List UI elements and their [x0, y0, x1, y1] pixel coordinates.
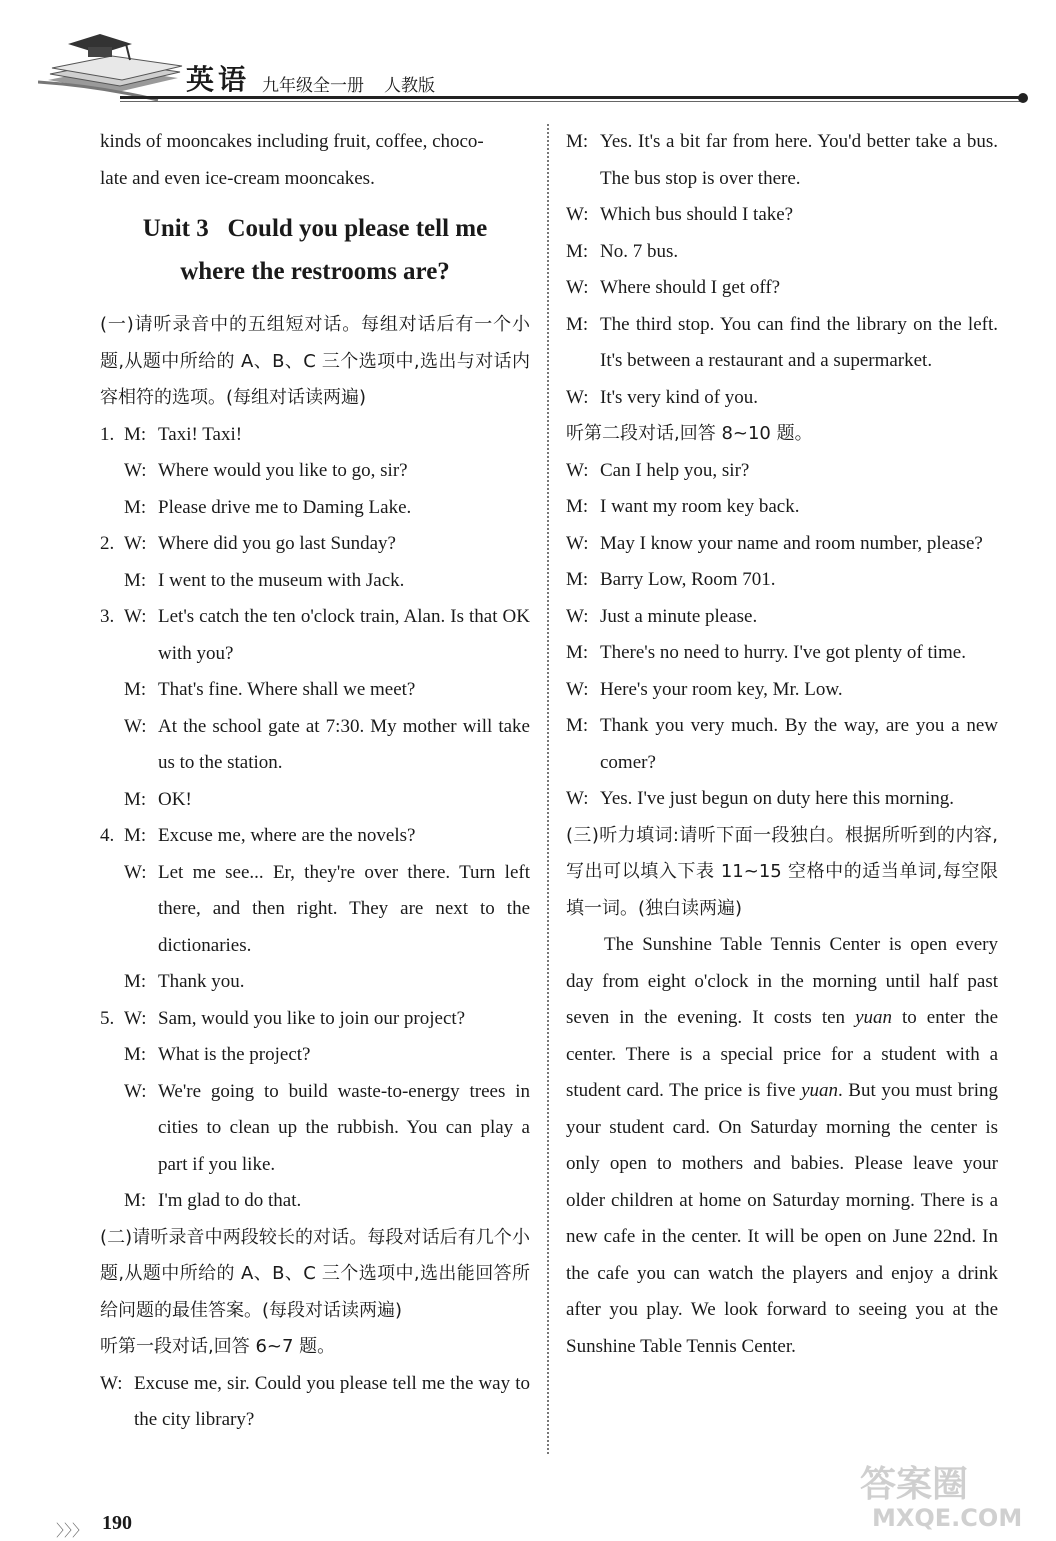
header-subject: 英语 [186, 63, 251, 96]
monologue-italic: yuan [855, 1007, 892, 1028]
dialogue-text: It's very kind of you. [600, 386, 759, 408]
question-number: 2. [100, 533, 115, 554]
dialogue-text: Yes. I've just begun on duty here this morning. [600, 788, 955, 809]
dialogue-text: May I know your name and room number, please? [600, 532, 983, 554]
dialog-2 [566, 453, 998, 818]
speaker: M: [124, 1190, 147, 1211]
dialogue-line [100, 1183, 530, 1220]
dialogue-line [100, 782, 530, 819]
dialogue-text: Thank you very much. By the way, are you a new comer? [600, 715, 998, 773]
intro-line: kinds of mooncakes including fruit, coffee, choco- [100, 131, 484, 152]
dialogue-line [566, 599, 998, 636]
speaker: M: [124, 825, 147, 846]
speaker: W: [566, 459, 589, 481]
dialogue-line [100, 526, 530, 563]
books-graduation-cap-icon [38, 30, 188, 102]
unit-title [100, 207, 530, 293]
dialogue-line [100, 490, 530, 527]
dialogue-text: Here's your room key, Mr. Low. [600, 678, 843, 700]
speaker: W: [124, 861, 147, 883]
dialogue-line [100, 417, 530, 454]
dialogue-text: Taxi! Taxi! [158, 423, 243, 445]
watermark-bottom-text: MXQE.COM [872, 1504, 1023, 1531]
dialogue-text: Excuse me, sir. Could you please tell me the way to the city library? [134, 1372, 530, 1430]
dialogue-line [566, 124, 998, 197]
dialogue-text: Thank you. [158, 971, 245, 992]
left-column [100, 124, 530, 1439]
dialogue-line [100, 964, 530, 1001]
question-number [100, 672, 124, 709]
dialogue-text: Yes. It's a bit far from here. You'd better take a bus. The bus stop is over there. [600, 131, 998, 189]
dialogue-line [100, 818, 530, 855]
monologue-text: to enter the center. There is a special price for a student with a student card. The price is five [566, 1007, 999, 1101]
speaker: W: [566, 204, 589, 225]
dialogue-line [566, 307, 998, 380]
dialog-1-continued [566, 124, 998, 416]
dialogue-text: I'm glad to do that. [158, 1190, 302, 1211]
dialogue-text: That's fine. Where shall we meet? [158, 679, 416, 700]
dialogue-line [566, 197, 998, 234]
unit-title-line: Unit 3 Could you please tell me [142, 215, 488, 242]
dialogue-line [100, 1001, 530, 1038]
dialogue-text: Please drive me to Daming Lake. [158, 496, 412, 518]
question-number [100, 453, 124, 490]
dialogue-line [566, 270, 998, 307]
question-number [100, 709, 124, 782]
speaker: W: [124, 715, 147, 737]
speaker: W: [124, 533, 147, 554]
dialogue-line [566, 708, 998, 781]
section-1-dialogues [100, 417, 530, 1220]
dialogue-line [566, 234, 998, 271]
dialogue-text: OK! [158, 788, 192, 810]
speaker: W: [100, 1372, 123, 1394]
dialogue-text: At the school gate at 7:30. My mother will take us to the station. [158, 715, 530, 773]
dialogue-line [566, 635, 998, 672]
dialogue-line [100, 453, 530, 490]
dialogue-line [100, 672, 530, 709]
right-column [566, 124, 998, 1365]
question-number: 1. [100, 423, 115, 445]
speaker: M: [124, 679, 147, 700]
monologue-italic: yuan [801, 1080, 838, 1101]
speaker: W: [566, 605, 589, 627]
question-number: 3. [100, 606, 115, 627]
question-number [100, 964, 124, 1001]
question-number [100, 1037, 124, 1074]
dialogue-line [100, 709, 530, 782]
dialogue-text: No. 7 bus. [600, 240, 679, 262]
speaker: W: [124, 1080, 147, 1102]
speaker: M: [566, 496, 589, 517]
dialogue-line [566, 672, 998, 709]
dialogue-text: There's no need to hurry. I've got plenty of time. [600, 642, 966, 663]
dialogue-text: We're going to build waste-to-energy trees in cities to clean up the rubbish. You can play a part if you like. [158, 1080, 530, 1175]
question-number [100, 1074, 124, 1184]
dialogue-text: Barry Low, Room 701. [600, 569, 776, 590]
speaker: M: [566, 313, 589, 335]
monologue-text: . But you must bring your student card. On Saturday morning the center is only open to mothers and babies. Please leave your older children at home on Saturday morning. There is a new cafe in the center. It will be open on June 22nd. In the cafe you can watch the players and enjoy a drink after you play. We look forward to seeing you at the Sunshine Table Tennis Center. [566, 1080, 998, 1357]
dialogue-line [100, 1366, 530, 1439]
header-rule-dot [1018, 93, 1028, 103]
section-2-instructions: (二)请听录音中两段较长的对话。每段对话后有几个小题,从题中所给的 A、B、C 三个选项中,选出能回答所给问题的最佳答案。(每段对话读两遍) [100, 1226, 530, 1321]
dialogue-line [566, 781, 998, 818]
dialogue-line [100, 1037, 530, 1074]
speaker: M: [124, 1044, 147, 1065]
header-rule [120, 96, 1020, 99]
speaker: M: [566, 240, 589, 262]
speaker: M: [566, 642, 589, 663]
question-number [100, 782, 124, 819]
dialogue-line [566, 526, 998, 563]
page-number: 190 [102, 1512, 132, 1534]
question-number [100, 1183, 124, 1220]
dialogue-text: I want my room key back. [600, 496, 800, 517]
speaker: W: [124, 460, 147, 481]
dialog-1-label: 听第一段对话,回答 6~7 题。 [100, 1336, 336, 1357]
speaker: W: [566, 277, 589, 298]
dialogue-text: Where should I get off? [600, 277, 781, 298]
section-3-instructions: (三)听力填词:请听下面一段独白。根据所听到的内容,写出可以填入下表 11~15 空格中的适当单词,每空限填一词。(独白读两遍) [566, 824, 998, 919]
watermark-top-text: 答案圈 [860, 1464, 969, 1505]
speaker: M: [566, 569, 589, 590]
speaker: M: [566, 715, 589, 736]
speaker: W: [566, 788, 589, 809]
speaker: M: [124, 496, 147, 518]
dialogue-text: I went to the museum with Jack. [158, 569, 405, 591]
speaker: M: [566, 131, 589, 152]
dialogue-text: Sam, would you like to join our project? [158, 1007, 466, 1029]
intro-line: late and even ice-cream mooncakes. [100, 167, 375, 189]
monologue-paragraph [566, 927, 998, 1365]
dialogue-text: Can I help you, sir? [600, 459, 750, 481]
footer-arrows-icon: 〉〉〉 [56, 1521, 89, 1540]
dialogue-text: The third stop. You can find the library on the left. It's between a restaurant and a supermarket. [600, 313, 998, 371]
question-number [100, 855, 124, 965]
dialogue-text: Where would you like to go, sir? [158, 460, 408, 481]
dialogue-line [566, 380, 998, 417]
speaker: W: [566, 386, 589, 408]
dialogue-line [566, 562, 998, 599]
header-rule-thin [120, 101, 1020, 102]
dialogue-text: What is the project? [158, 1044, 311, 1065]
speaker: M: [124, 971, 147, 992]
monologue-text: The Sunshine Table Tennis Center is open every day from eight o'clock in the morning until half past seven in the evening. It costs ten [566, 934, 998, 1028]
section-1-instructions: (一)请听录音中的五组短对话。每组对话后有一个小题,从题中所给的 A、B、C 三个选项中,选出与对话内容相符的选项。(每组对话读两遍) [100, 314, 530, 408]
dialogue-text: Where did you go last Sunday? [158, 533, 396, 554]
question-number: 5. [100, 1007, 115, 1029]
dialogue-line [100, 855, 530, 965]
speaker: W: [124, 1007, 147, 1029]
question-number: 4. [100, 825, 115, 846]
dialogue-text: Which bus should I take? [600, 204, 794, 225]
dialogue-text: Let me see... Er, they're over there. Turn left there, and then right. They are next to the dictionaries. [158, 861, 530, 956]
question-number [100, 490, 124, 527]
dialogue-line [100, 563, 530, 600]
dialogue-line [100, 1074, 530, 1184]
dialogue-line [566, 489, 998, 526]
dialogue-text: Let's catch the ten o'clock train, Alan. Is that OK with you? [158, 606, 530, 664]
dialogue-line [100, 599, 530, 672]
speaker: M: [124, 788, 147, 810]
page-header [0, 0, 1056, 110]
dialogue-text: Just a minute please. [600, 605, 758, 627]
header-grade: 九年级全一册 [262, 76, 364, 96]
unit-title-line: where the restrooms are? [180, 258, 450, 285]
dialogue-line [566, 453, 998, 490]
dialogue-text: Excuse me, where are the novels? [158, 825, 416, 846]
watermark-logo [820, 1456, 1035, 1531]
column-divider [547, 124, 549, 1454]
header-edition: 人教版 [384, 76, 435, 96]
speaker: W: [566, 532, 589, 554]
dialog-2-label: 听第二段对话,回答 8~10 题。 [566, 423, 813, 444]
question-number [100, 563, 124, 600]
speaker: M: [124, 423, 147, 445]
speaker: M: [124, 569, 147, 591]
speaker: W: [566, 678, 589, 700]
speaker: W: [124, 606, 147, 627]
